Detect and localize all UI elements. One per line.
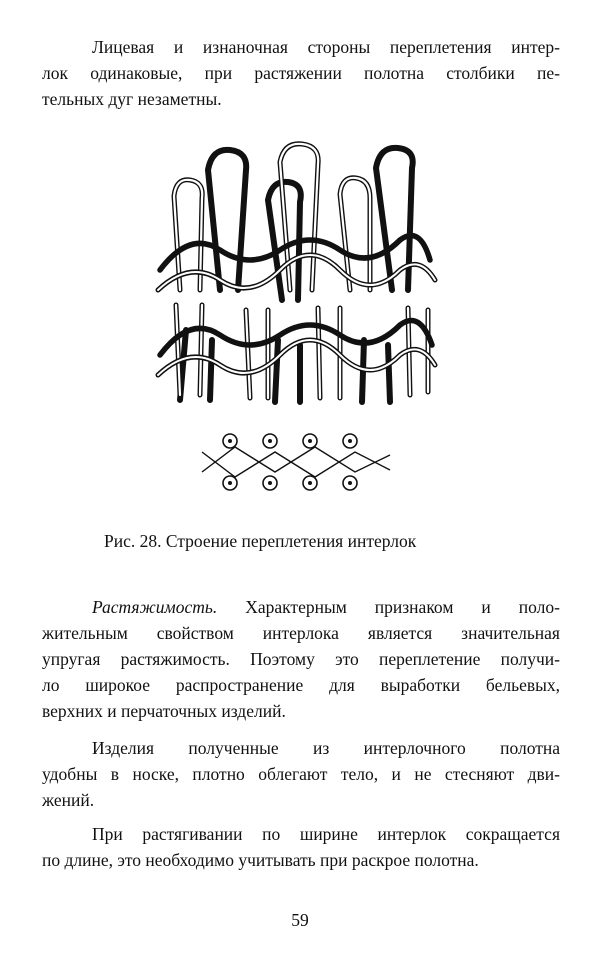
upper-needle-dots	[228, 439, 352, 443]
paragraph-2-lead-italic: Растяжимость.	[92, 597, 218, 617]
interlock-structure-illustration	[150, 140, 440, 410]
upper-needle-circles	[223, 434, 357, 448]
paragraph-3-line-2: удобны в носке, плотно облегают тело, и не стесняют дви-	[42, 764, 560, 784]
paragraph-2-lead-rest: Характерным признаком и поло-	[217, 597, 560, 617]
paragraph-2-line-2: жительным свойством интерлока является значительная	[42, 623, 560, 643]
paragraph-4-line-1: При растягивании по ширине интерлок сокращается	[92, 824, 560, 844]
figure-caption: Рис. 28. Строение переплетения интерлок	[104, 531, 417, 551]
paragraph-3-line-3: жений.	[42, 790, 95, 810]
paragraph-2-line-1	[92, 596, 560, 618]
paragraph-1-line-2: лок одинаковые, при растяжении полотна столбики пе-	[42, 63, 560, 83]
lower-needle-dots	[228, 481, 352, 485]
paragraph-4-line-2: по длине, это необходимо учитывать при раскрое полотна.	[42, 850, 479, 870]
paragraph-2-line-3: упругая растяжимость. Поэтому это переплетение получи-	[42, 649, 560, 669]
zigzag-line-b	[202, 447, 390, 472]
page-number: 59	[291, 910, 309, 930]
paragraph-1-line-1: Лицевая и изнаночная стороны переплетения интер-	[92, 37, 560, 57]
zigzag-line-a	[202, 452, 390, 477]
lower-needle-circles	[223, 476, 357, 490]
paragraph-3-line-1: Изделия полученные из интерлочного полотна	[92, 738, 560, 758]
paragraph-2-line-4: ло широкое распространение для выработки бельевых,	[42, 675, 560, 695]
needle-notation-diagram	[190, 425, 410, 500]
paragraph-2-line-5: верхних и перчаточных изделий.	[42, 701, 286, 721]
paragraph-1-line-3: тельных дуг незаметны.	[42, 89, 222, 109]
